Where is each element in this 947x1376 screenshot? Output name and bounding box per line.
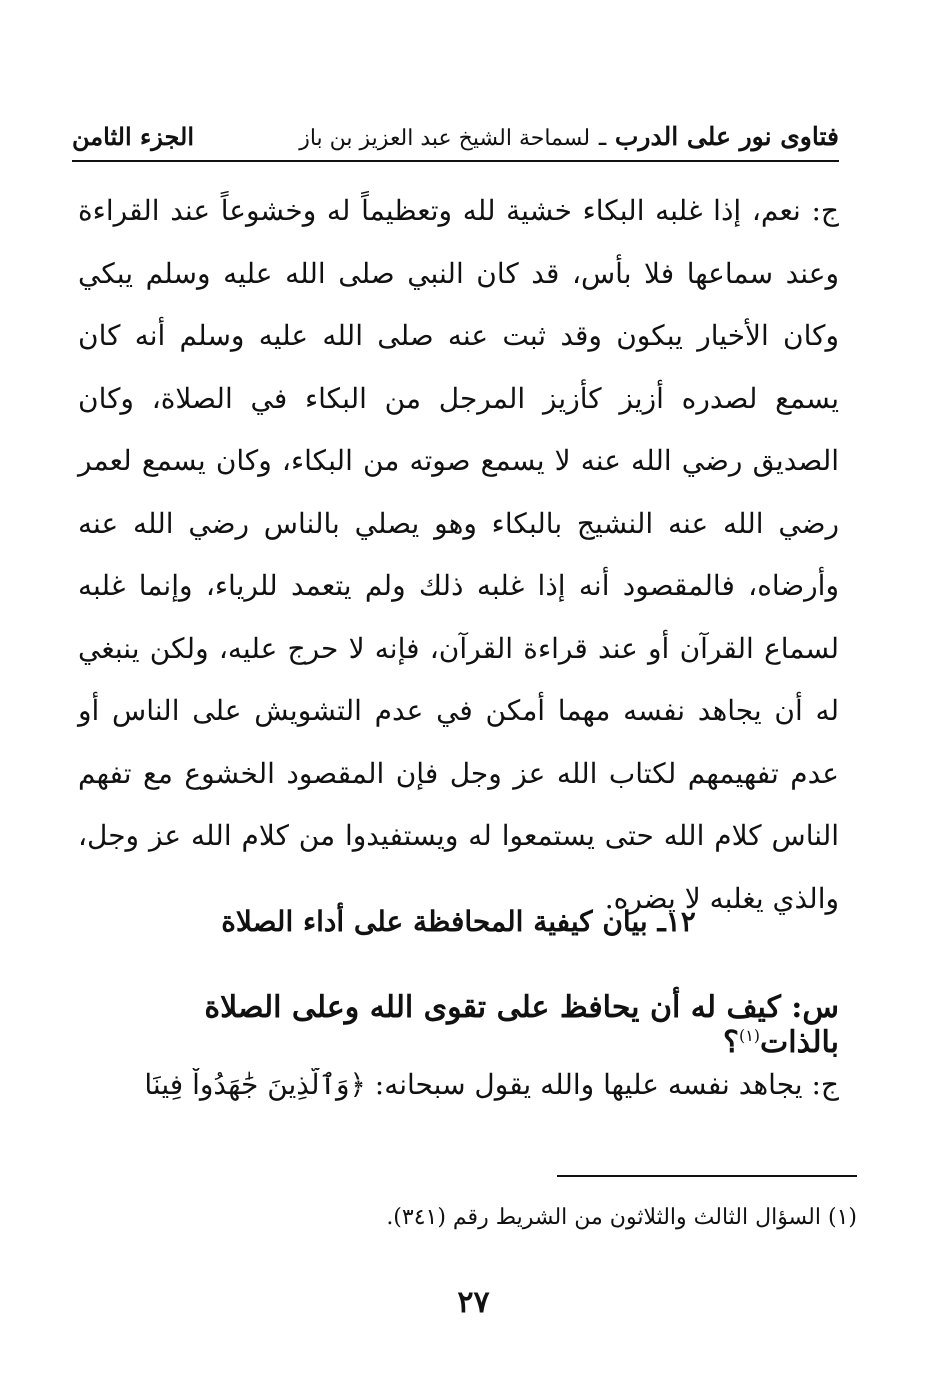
running-header xyxy=(72,112,839,162)
section-heading: ١٢ـ بيان كيفية المحافظة على أداء الصلاة xyxy=(221,905,696,938)
answer-start: ج: يجاهد نفسه عليها والله يقول سبحانه: ﴿وَٱلَّذِينَ جَٰهَدُواْ فِينَا xyxy=(144,1068,839,1101)
header-volume: الجزء الثامن xyxy=(72,121,195,151)
question-text: س: كيف له أن يحافظ على تقوى الله وعلى الصلاة بالذات xyxy=(204,990,839,1060)
page-number: ٢٧ xyxy=(457,1285,490,1320)
header-book-title xyxy=(299,122,839,151)
header-separator: ـ xyxy=(598,121,607,151)
question-mark: ؟ xyxy=(723,1025,739,1060)
answer-body xyxy=(78,180,839,930)
footnote-reference: (١) xyxy=(738,1026,761,1045)
book-title: فتاوى نور على الدرب xyxy=(614,121,839,151)
footnote-divider xyxy=(557,1175,857,1177)
question xyxy=(78,990,839,1060)
footnote: (١) السؤال الثالث والثلاثون من الشريط رقم (٣٤١). xyxy=(386,1205,857,1230)
header-author: لسماحة الشيخ عبد العزيز بن باز xyxy=(299,125,591,151)
body-paragraph: ج: نعم، إذا غلبه البكاء خشية لله وتعظيماً له وخشوعاً عند القراءة وعند سماعها فلا بأس، قد كان النبي صلى الله عليه وسلم يبكي وكان الأخيار يبكون وقد ثبت عنه صلى الله عليه وسلم أنه كان يسمع لصدره أزيز كأزيز المرجل من البكاء في الصلاة، وكان الصديق رضي الله عنه لا يسمع صوته من البكاء، وكان يسمع لعمر رضي الله عنه النشيج بالبكاء وهو يصلي بالناس رضي الله عنه وأرضاه، فالمقصود أنه إذا غلبه ذلك ولم يتعمد للرياء، وإنما غلبه لسماع القرآن أو عند قراءة القرآن، فإنه لا حرج عليه، ولكن ينبغي له أن يجاهد نفسه مهما أمكن في عدم التشويش على الناس أو عدم تفهيمهم لكتاب الله عز وجل فإن المقصود الخشوع مع تفهم الناس كلام الله حتى يستمعوا له ويستفيدوا من كلام الله عز وجل، والذي يغلبه لا يضره. xyxy=(78,194,840,915)
